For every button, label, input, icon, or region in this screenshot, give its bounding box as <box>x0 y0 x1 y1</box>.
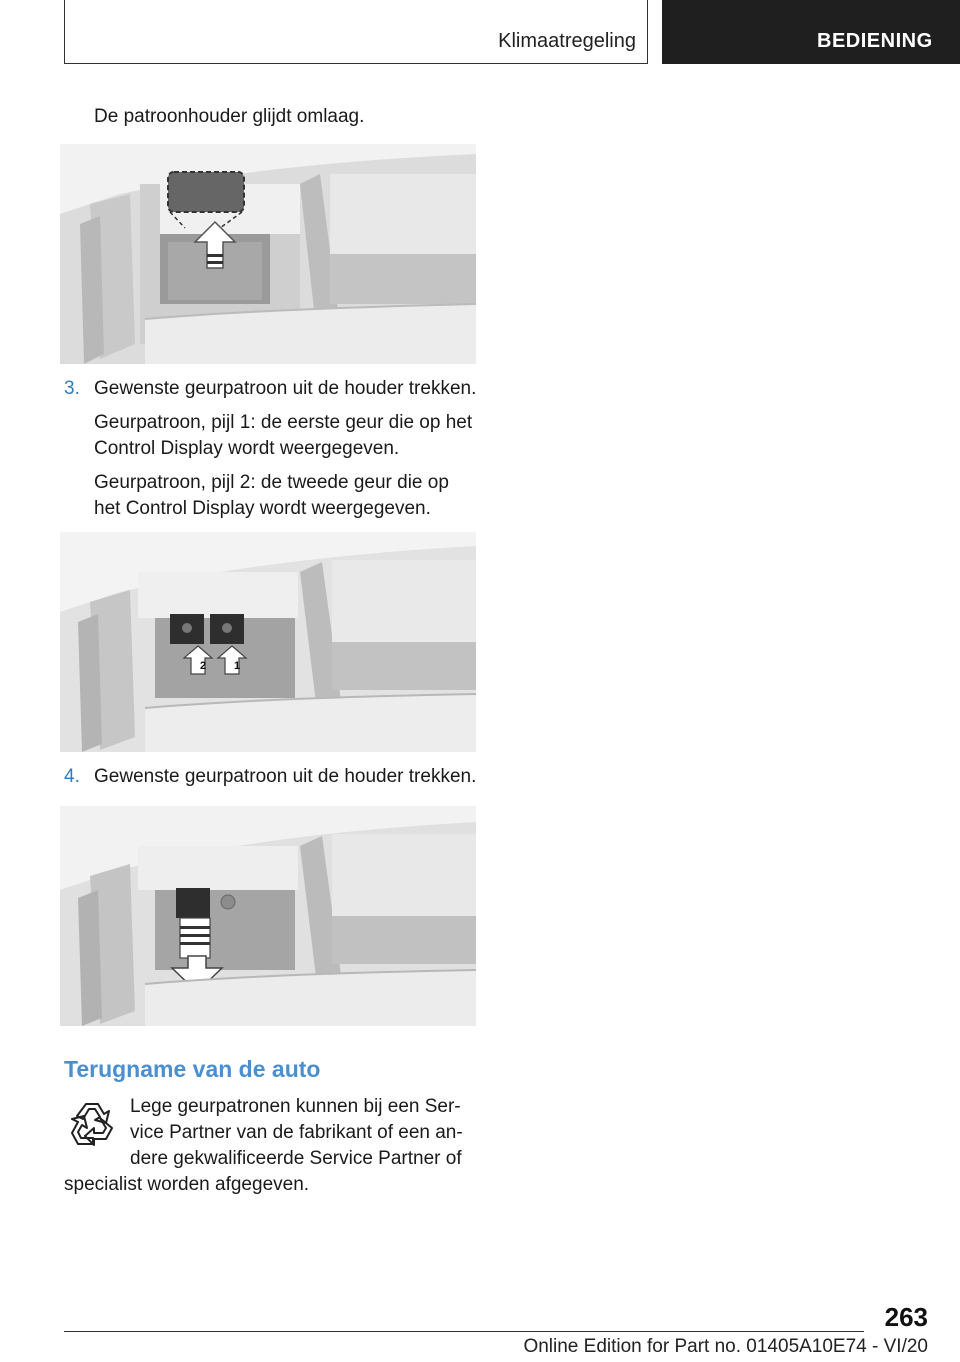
step-3-text: Gewenste geurpatroon uit de houder trekken. <box>94 378 477 399</box>
section-tab: BEDIENING <box>662 0 960 64</box>
edition-text: Online Edition for Part no. 01405A10E74 - VI/20 <box>523 1336 928 1357</box>
step-4-text: Gewenste geurpatroon uit de houder trekken. <box>94 766 477 787</box>
step-3-note-2-line-2: het Control Display wordt weergegeven. <box>94 498 431 519</box>
page-number: 263 <box>884 1302 928 1332</box>
step-3-note-1-line-2: Control Display wordt weergegeven. <box>94 438 400 459</box>
section-text-line-2: vice Partner van de fabrikant of een an- <box>130 1122 463 1143</box>
recycle-icon <box>66 1098 118 1150</box>
intro-text: De patroonhouder glijdt omlaag. <box>94 106 365 127</box>
footer-divider <box>64 1331 864 1332</box>
step-4-number: 4. <box>64 766 80 787</box>
step-3-number: 3. <box>64 378 80 399</box>
section-text-line-3: dere gekwalificeerde Service Partner of <box>130 1148 462 1169</box>
section-heading: Terugname van de auto <box>64 1056 321 1082</box>
step-3-note-2-line-1: Geurpatroon, pijl 2: de tweede geur die op <box>94 472 449 493</box>
arrow-label-1: 1 <box>234 660 241 672</box>
figure-holder-slide <box>60 144 476 364</box>
figure-cartridges-numbered <box>60 532 476 752</box>
section-text-line-4: specialist worden afgegeven. <box>64 1174 310 1195</box>
step-3-note-1-line-1: Geurpatroon, pijl 1: de eerste geur die op het <box>94 412 473 433</box>
chapter-title: Klimaatregeling <box>498 30 636 52</box>
section-text-line-1: Lege geurpatronen kunnen bij een Ser- <box>130 1096 461 1117</box>
figure-cartridge-pull <box>60 806 476 1026</box>
arrow-label-2: 2 <box>200 660 207 672</box>
